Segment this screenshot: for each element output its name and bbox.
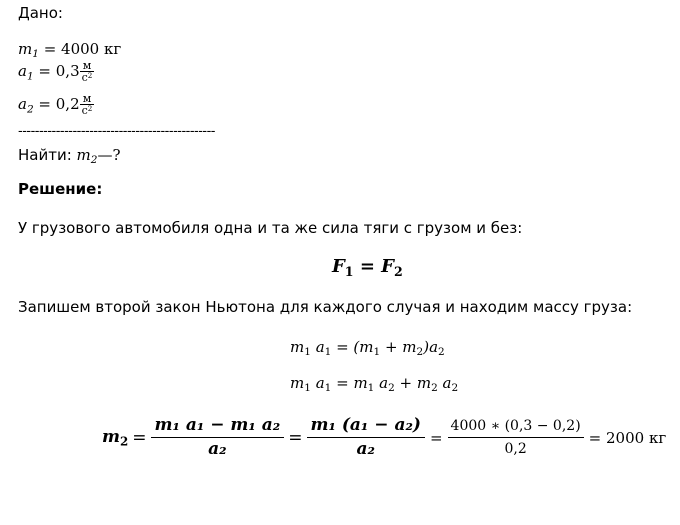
- a2-var: a: [18, 95, 27, 114]
- eq3-rhs-a2-sub: 2: [388, 382, 395, 395]
- a1-sub: 1: [26, 70, 34, 83]
- final-fraction-1: [151, 417, 285, 459]
- solution-heading: Решение:: [18, 180, 103, 198]
- final-fraction-1-num: m₁ a₁ − m₁ a₂: [151, 417, 285, 438]
- final-fraction-1-den: a₂: [208, 439, 227, 459]
- eq2-close-a2: )a: [423, 338, 439, 356]
- eq2-paren-m1-sub: 1: [373, 346, 381, 359]
- m1-var: m: [18, 40, 33, 58]
- eq3-a2: a: [437, 374, 452, 392]
- find-label: Найти:: [18, 146, 77, 164]
- final-formula: [102, 408, 666, 468]
- find-line: [18, 146, 121, 166]
- a1-unit-num: м: [80, 60, 95, 72]
- eq3-a1-sub: 1: [324, 382, 332, 395]
- eq2-plus-m2: + m: [380, 338, 417, 356]
- final-result: = 2000 кг: [588, 429, 667, 447]
- solution-text-1: У грузового автомобиля одна и та же сила тяги с грузом и без:: [18, 219, 523, 237]
- final-fraction-3: [448, 419, 584, 456]
- find-suffix: —?: [97, 146, 121, 164]
- equation-newton-1: [290, 338, 445, 358]
- eq1-sub2: 2: [393, 263, 403, 279]
- a2-unit: [80, 93, 95, 116]
- final-eq-3: =: [429, 429, 443, 447]
- a1-unit: [80, 60, 95, 83]
- eq1-f1: F: [332, 256, 345, 277]
- a1-value: = 0,3: [38, 62, 80, 81]
- final-fraction-3-num: 4000 ∗ (0,3 − 0,2): [448, 419, 584, 438]
- eq3-plus-m2: + m: [394, 374, 432, 392]
- final-fraction-2: [307, 417, 425, 459]
- final-eq-2: =: [288, 428, 303, 448]
- eq1-equals: =: [353, 256, 382, 277]
- final-fraction-2-num: m₁ (a₁ − a₂): [307, 417, 425, 438]
- final-eq-1: =: [132, 428, 147, 448]
- eq3-a1: a: [310, 374, 325, 392]
- a2-unit-pow: 2: [87, 104, 93, 113]
- a2-value: = 0,2: [38, 95, 80, 114]
- eq3-eq-m1: = m: [336, 374, 368, 392]
- eq1-sub1: 1: [344, 263, 354, 279]
- eq3-rhs-a2: a: [374, 374, 389, 392]
- eq3-rhs-m1-sub: 1: [367, 382, 375, 395]
- given-title: Дано:: [18, 4, 63, 22]
- final-lhs: [102, 427, 128, 449]
- given-a2: [18, 93, 94, 116]
- given-m1: [18, 40, 121, 60]
- final-fraction-3-den: 0,2: [504, 441, 527, 457]
- a1-unit-pow: 2: [87, 71, 93, 80]
- find-var: m: [76, 146, 91, 164]
- eq3-a2-sub: 2: [451, 382, 459, 395]
- eq2-a1-sub: 1: [324, 346, 332, 359]
- eq2-m1-sub: 1: [304, 346, 311, 359]
- eq3-m2-sub: 2: [431, 382, 438, 395]
- eq2-open: = (m: [331, 338, 374, 356]
- a1-unit-den: с: [81, 71, 88, 85]
- final-lhs-var: m: [102, 427, 120, 448]
- a2-unit-num: м: [80, 93, 95, 105]
- eq2-m1: m: [290, 338, 305, 356]
- a2-sub: 2: [26, 103, 34, 116]
- eq3-m1: m: [290, 374, 305, 392]
- a2-unit-den: с: [81, 104, 88, 118]
- eq1-f2: F: [381, 256, 394, 277]
- equation-newton-2: [290, 374, 458, 394]
- final-lhs-sub: 2: [120, 434, 129, 449]
- eq2-m2-sub: 2: [416, 346, 424, 359]
- final-fraction-2-den: a₂: [356, 439, 375, 459]
- eq2-a1: a: [310, 338, 325, 356]
- given-a1: [18, 60, 94, 83]
- eq3-m1-sub: 1: [304, 382, 311, 395]
- given-separator: -----------------------------------------------: [18, 124, 215, 139]
- m1-value: = 4000 кг: [43, 40, 122, 58]
- a1-var: a: [18, 62, 27, 81]
- m1-sub: 1: [32, 48, 39, 61]
- equation-forces: [332, 256, 403, 279]
- find-sub: 2: [90, 154, 98, 167]
- solution-text-2: Запишем второй закон Ньютона для каждого случая и находим массу груза:: [18, 298, 633, 316]
- eq2-a2-sub: 2: [438, 346, 445, 359]
